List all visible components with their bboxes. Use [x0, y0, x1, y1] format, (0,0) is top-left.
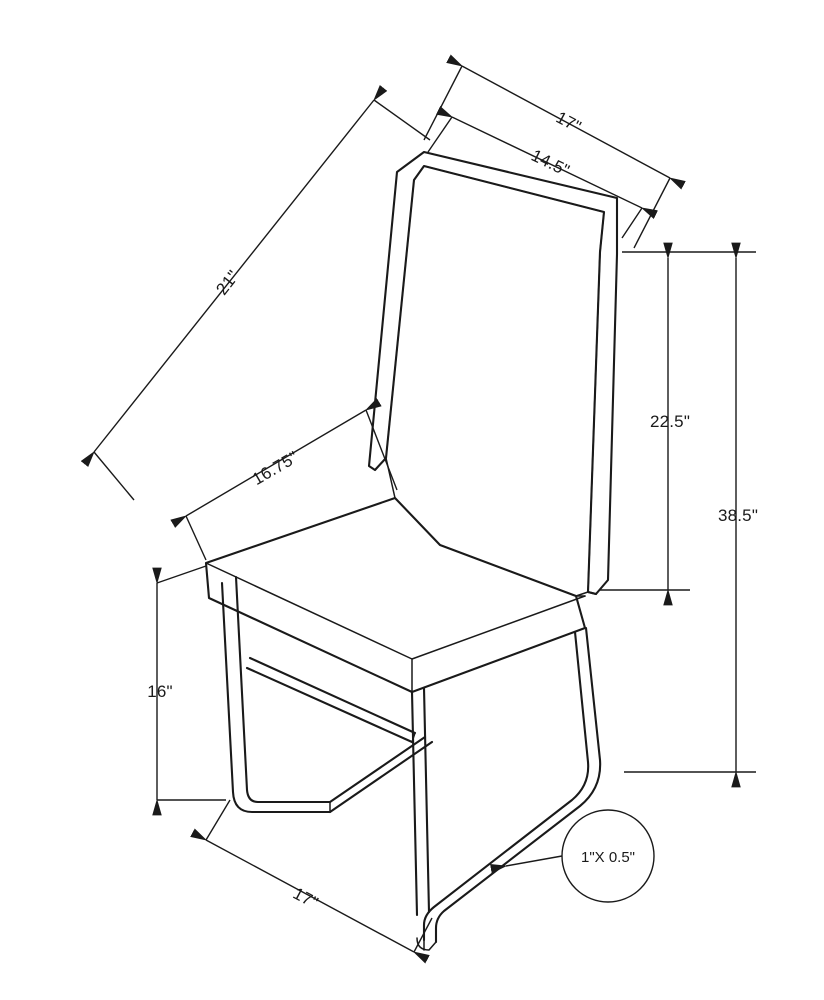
dimension-label-overall-height: 38.5" [717, 506, 759, 525]
dimension-label-back-rest-height: 22.5" [649, 412, 691, 431]
chair-backrest [369, 152, 617, 596]
chair-legs-frame [222, 577, 600, 950]
dimension-label-tube-profile: 1"X 0.5" [580, 849, 636, 866]
dimension-label-back-height: 21" [212, 266, 244, 299]
dimension-label-back-top-width: 17" [552, 107, 585, 137]
dimension-base-width [206, 800, 432, 952]
dimension-label-seat-depth: 16.75" [248, 447, 302, 489]
dimension-label-back-inner-width: 14.5" [528, 145, 573, 181]
dimension-label-seat-height: 16" [147, 682, 173, 701]
dimension-seat-depth [186, 410, 397, 560]
dimension-label-base-width: 17" [289, 883, 322, 913]
dimension-back-height [94, 100, 430, 500]
